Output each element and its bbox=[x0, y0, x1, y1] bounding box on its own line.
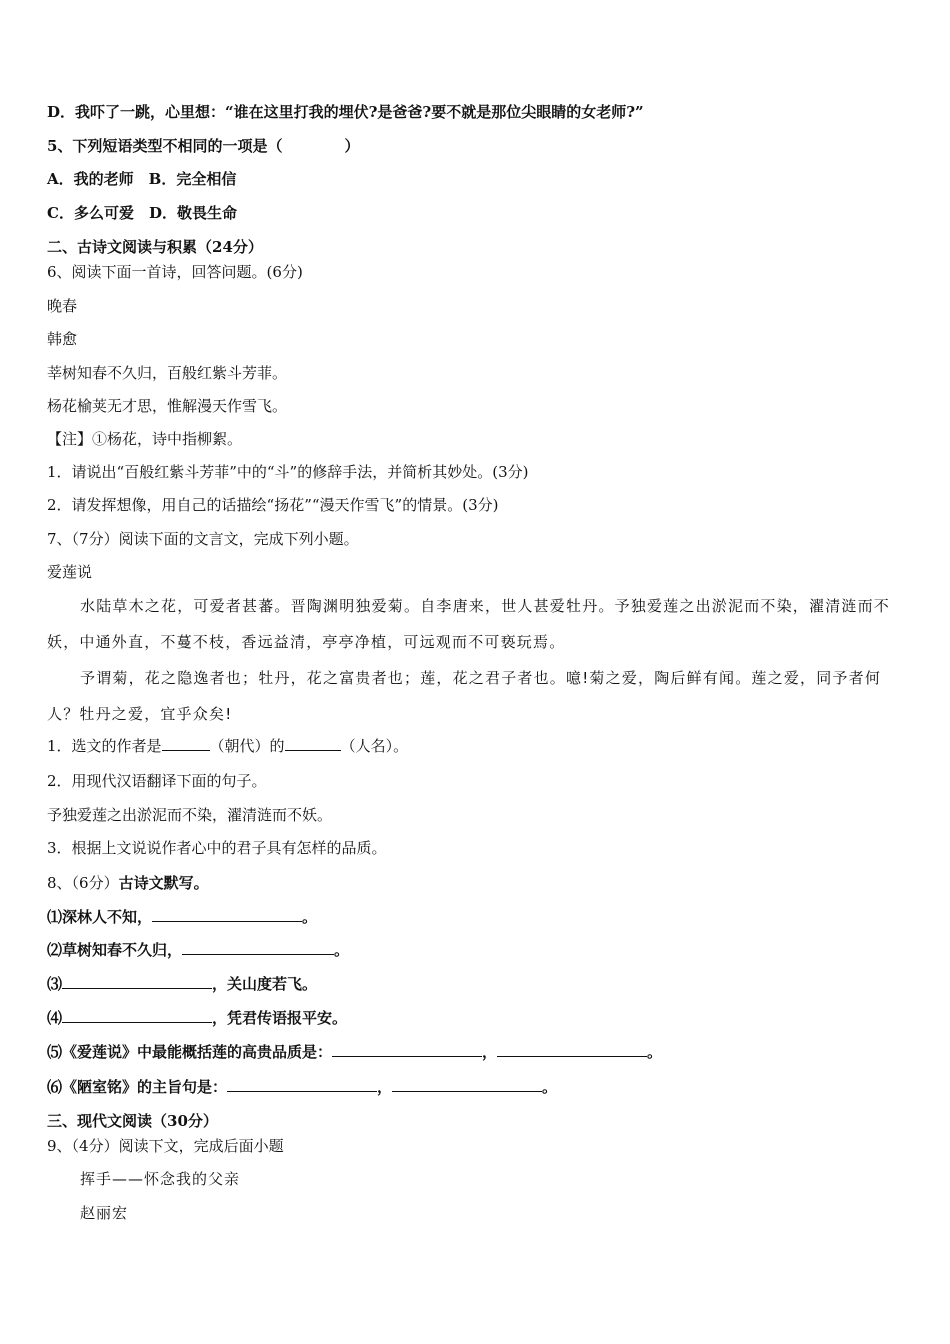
q8-item2-blank[interactable] bbox=[182, 940, 334, 955]
q8-item6-end: 。 bbox=[542, 1078, 558, 1096]
q7-passage-para1: 水陆草木之花，可爱者甚蕃。晋陶渊明独爱菊。自李唐来，世人甚爱牡丹。予独爱莲之出淤泥而不染，濯清涟而不妖，中通外直，不蔓不枝，香远益清，亭亭净植，可远观而不可亵玩焉。 bbox=[47, 597, 891, 651]
q8-item1-blank[interactable] bbox=[152, 907, 302, 922]
q8-item3-blank[interactable] bbox=[62, 974, 212, 989]
q8-item6-text: ⑹《陋室铭》的主旨句是： bbox=[47, 1078, 228, 1096]
q6-note: 【注】①杨花，诗中指柳絮。 bbox=[47, 430, 243, 448]
q8-item4 bbox=[47, 1008, 347, 1028]
q8-item3 bbox=[47, 974, 317, 994]
q8-item4-blank[interactable] bbox=[62, 1008, 212, 1023]
q7-sub2-sentence: 予独爱莲之出淤泥而不染，濯清涟而不妖。 bbox=[47, 806, 333, 824]
q8-item2-end: 。 bbox=[334, 941, 350, 959]
section3-title: 三、现代文阅读（30分） bbox=[47, 1112, 218, 1130]
q8-stem bbox=[47, 873, 209, 893]
q8-item5-blank2[interactable] bbox=[497, 1042, 647, 1057]
q7-passage-para2: 予谓菊，花之隐逸者也；牡丹，花之富贵者也；莲，花之君子者也。噫!菊之爱，陶后鲜有闻。莲之爱，同予者何人？牡丹之爱，宜乎众矣! bbox=[47, 669, 882, 723]
q7-passage-title: 爱莲说 bbox=[47, 563, 93, 581]
q8-item5-text: ⑸《爱莲说》中最能概括莲的高贵品质是： bbox=[47, 1043, 333, 1061]
q6-poem-title: 晚春 bbox=[47, 297, 78, 315]
q8-item1-end: 。 bbox=[302, 908, 318, 926]
q9-stem: 9、（4分）阅读下文，完成后面小题 bbox=[47, 1137, 284, 1155]
q7-dynasty-blank[interactable] bbox=[162, 736, 210, 751]
q6-poem-line2: 杨花榆荚无才思，惟解漫天作雪飞。 bbox=[47, 397, 288, 415]
q8-stem-text: 古诗文默写。 bbox=[118, 874, 209, 892]
q8-item5-end: 。 bbox=[647, 1043, 663, 1061]
q8-item3-text: ⑶ bbox=[47, 975, 63, 993]
q8-item5-blank1[interactable] bbox=[332, 1042, 482, 1057]
q8-item2-text: ⑵草树知春不久归， bbox=[47, 941, 183, 959]
q8-item6-sep: ， bbox=[377, 1078, 393, 1096]
q5-options-row1: A．我的老师 B．完全相信 bbox=[47, 170, 237, 188]
q7-sub1-text-b: （朝代）的 bbox=[209, 737, 285, 755]
q6-poem-line1: 莘树知春不久归，百般红紫斗芳菲。 bbox=[47, 364, 288, 382]
q8-item6 bbox=[47, 1077, 557, 1097]
q5-stem-start: 5、下列短语类型不相同的一项是（ bbox=[47, 137, 283, 155]
q6-poem-author: 韩愈 bbox=[47, 330, 78, 348]
q7-stem: 7、（7分）阅读下面的文言文，完成下列小题。 bbox=[47, 530, 359, 548]
q8-item2 bbox=[47, 940, 349, 960]
q8-item4-text: ⑷ bbox=[47, 1009, 63, 1027]
q8-item1-text: ⑴深林人不知， bbox=[47, 908, 153, 926]
q8-stem-score: 8、（6分） bbox=[47, 874, 119, 892]
q6-sub1: 1．请说出“百般红紫斗芳菲”中的“斗”的修辞手法，并简析其妙处。(3分) bbox=[47, 463, 529, 481]
q8-item5 bbox=[47, 1042, 662, 1062]
q7-sub1-text-a: 1．选文的作者是 bbox=[47, 737, 162, 755]
q7-sub3: 3．根据上文说说作者心中的君子具有怎样的品质。 bbox=[47, 839, 387, 857]
q7-sub1-text-c: （人名）。 bbox=[340, 737, 409, 755]
q8-item5-sep: ， bbox=[482, 1043, 498, 1061]
q5-stem bbox=[47, 136, 359, 156]
q5-stem-end: ） bbox=[344, 137, 360, 155]
q6-sub2: 2．请发挥想像，用自己的话描绘“扬花”“漫天作雪飞”的情景。(3分) bbox=[47, 496, 499, 514]
q6-stem: 6、阅读下面一首诗，回答问题。(6分) bbox=[47, 263, 303, 281]
q9-article-title: 挥手——怀念我的父亲 bbox=[80, 1170, 241, 1188]
q8-item6-blank2[interactable] bbox=[392, 1077, 542, 1092]
q7-author-blank[interactable] bbox=[285, 736, 341, 751]
q5-options-row2: C．多么可爱 D．敬畏生命 bbox=[47, 204, 237, 222]
q7-sub2: 2．用现代汉语翻译下面的句子。 bbox=[47, 772, 267, 790]
section2-title: 二、古诗文阅读与积累（24分） bbox=[47, 238, 263, 256]
q7-sub1 bbox=[47, 736, 408, 756]
q8-item4-end: ，凭君传语报平安。 bbox=[212, 1009, 348, 1027]
q8-item3-end: ，关山度若飞。 bbox=[212, 975, 318, 993]
q4-option-d: D．我吓了一跳，心里想：“谁在这里打我的埋伏?是爸爸?要不就是那位尖眼睛的女老师?” bbox=[47, 103, 644, 121]
q8-item6-blank1[interactable] bbox=[227, 1077, 377, 1092]
q8-item1 bbox=[47, 907, 317, 927]
q9-article-author: 赵丽宏 bbox=[80, 1204, 129, 1222]
